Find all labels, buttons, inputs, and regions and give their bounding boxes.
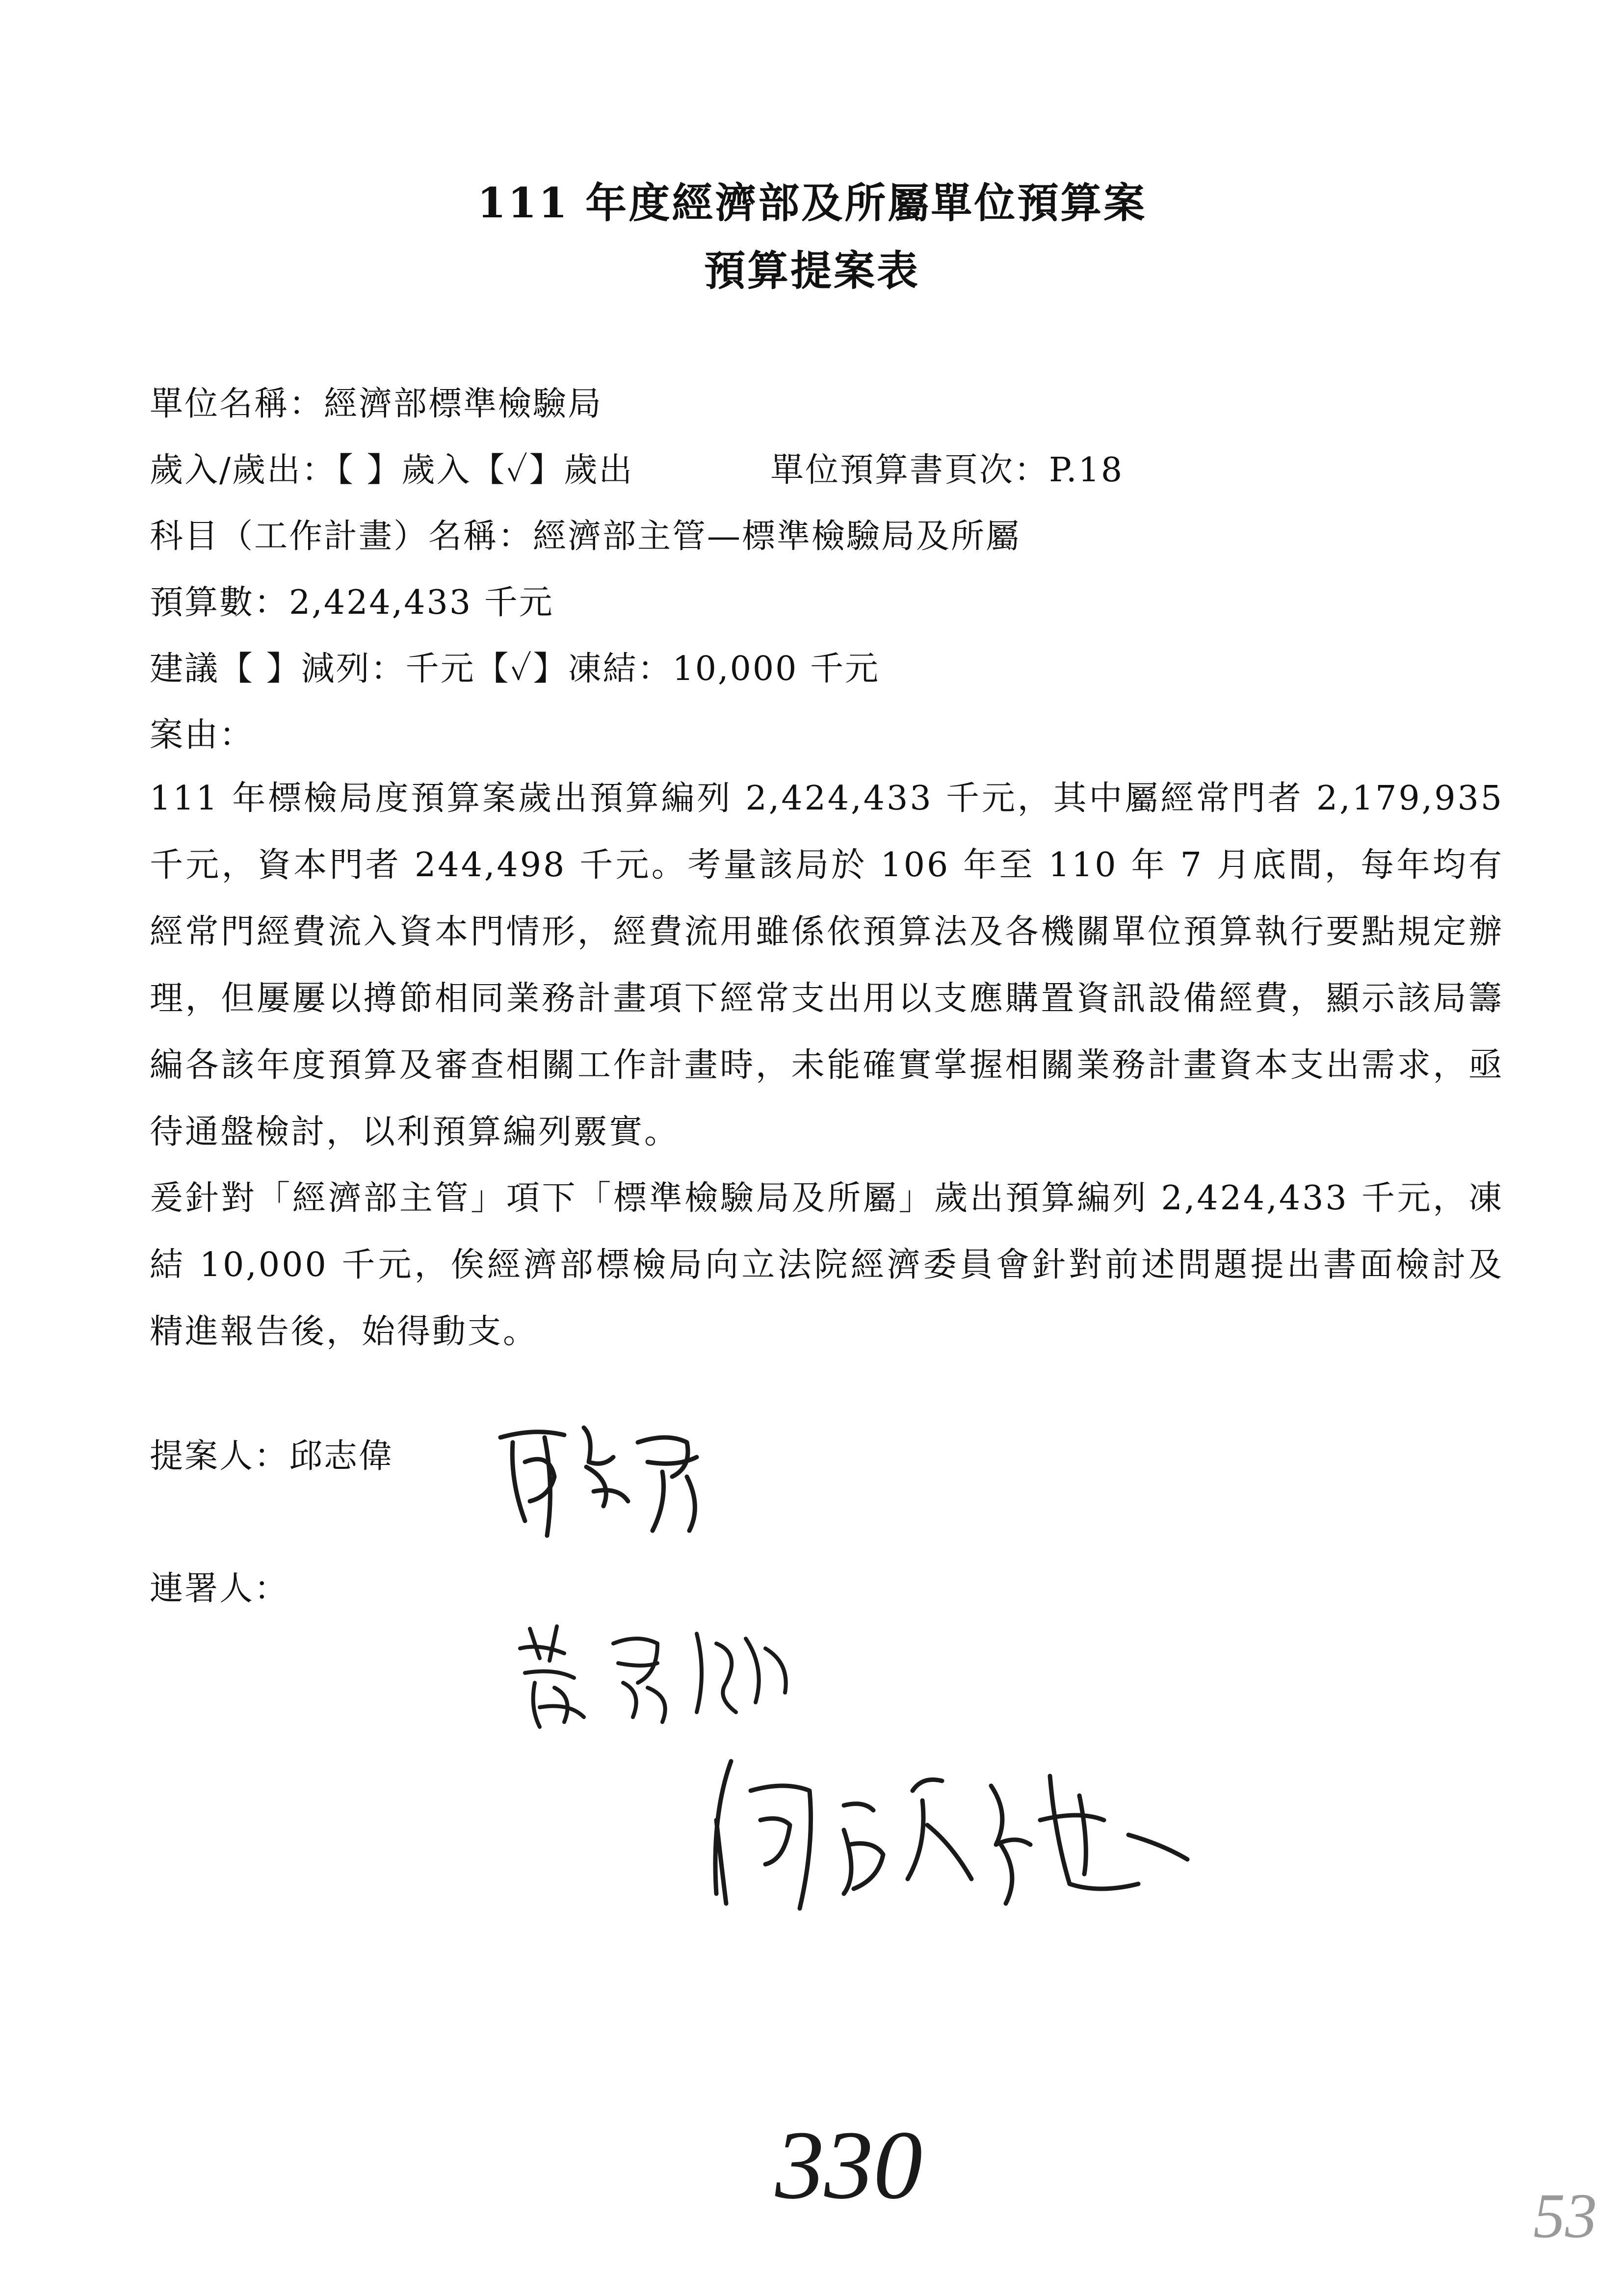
cosigner-label: 連署人： — [150, 1569, 289, 1608]
page-number-text: 330 — [775, 2114, 922, 2219]
faint-page-number — [1521, 2178, 1609, 2252]
handwritten-page-number — [726, 2114, 971, 2222]
suggestion-field: 建議【 】減列：千元【✓】凍結：10,000 千元 — [150, 650, 880, 688]
revenue-expense-field: 歲入/歲出：【 】歲入【✓】歲出 — [150, 451, 634, 490]
proposer-label: 提案人：邱志偉 — [150, 1437, 394, 1476]
reason-paragraph-2: 爰針對「經濟部主管」項下「標準檢驗局及所屬」歲出預算編列 2,424,433 千元，凍結 10,000 千元，俟經濟部標檢局向立法院經濟委員會針對前述問題提出書面檢討及精進報告後，始得動支。 — [150, 1179, 1504, 1351]
small-page-number-text: 53 — [1533, 2181, 1597, 2251]
budget-page-reference: 單位預算書頁次：P.18 — [770, 451, 1124, 490]
budget-amount-field: 預算數：2,424,433 千元 — [150, 583, 554, 622]
cosigner-signature-1 — [510, 1614, 814, 1742]
document-subtitle: 預算提案表 — [704, 246, 920, 295]
unit-name-field: 單位名稱：經濟部標準檢驗局 — [150, 385, 603, 423]
subject-field: 科目（工作計畫）名稱：經濟部主管—標準檢驗局及所屬 — [150, 517, 1021, 556]
cosigner-signature-2 — [697, 1747, 1197, 1933]
reason-paragraph-1: 111 年標檢局度預算案歲出預算編列 2,424,433 千元，其中屬經常門者 2,179,935 千元，資本門者 244,498 千元。考量該局於 106 年至 110 年 7 月底間，每年均有經常門經費流入資本門情形，經費流用雖係依預算法及各機關單位預算執行要點規定辦理，但屢屢以撙節相同業務計畫項下經常支出用以支應購置資訊設備經費，顯示該局籌編各該年度預算及審查相關工作計畫時，未能確實掌握相關業務計畫資本支出需求，亟待通盤檢討，以利預算編列覈實。 — [150, 779, 1504, 1151]
proposer-signature — [491, 1408, 721, 1545]
reason-label: 案由： — [150, 716, 255, 755]
document-title: 111 年度經濟部及所屬單位預算案 — [477, 179, 1147, 227]
